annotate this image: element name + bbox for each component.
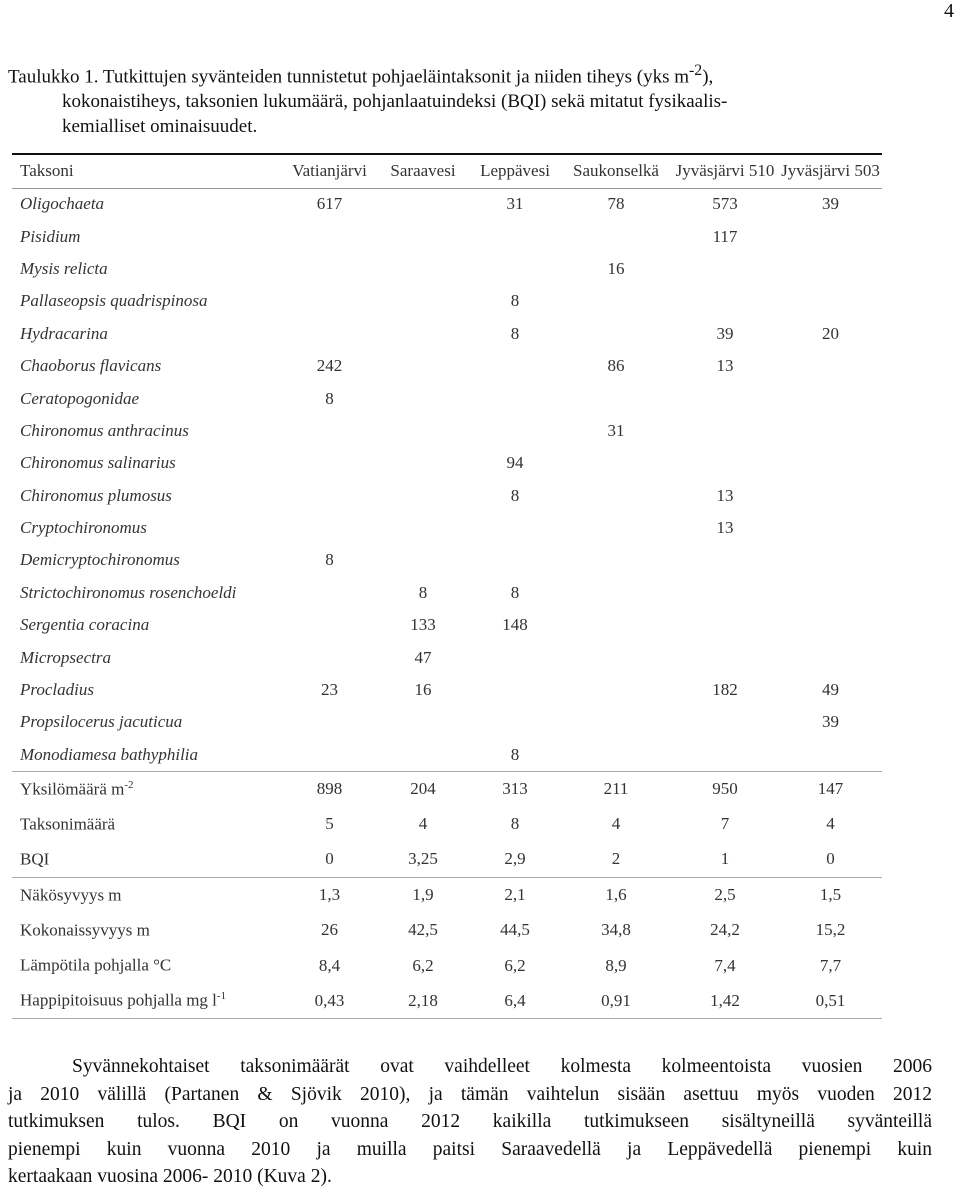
row-label-text: Yksilömäärä m: [20, 779, 125, 799]
body-line: ja 2010 välillä (Partanen & Sjövik 2010), ja tämän vaihtelun sisään asettuu myös vuoden 2012: [8, 1083, 932, 1105]
table-cell: [377, 415, 469, 447]
taxon-name-text: Procladius: [20, 680, 94, 700]
body-line: pienempi kuin vuonna 2010 ja muilla paitsi Saraavedellä ja Leppävedellä pienempi kuin: [8, 1138, 932, 1160]
taxon-row: [12, 447, 882, 479]
table-cell: 13: [716, 518, 734, 538]
table-cell: 39: [822, 194, 839, 214]
table-cell: [779, 447, 882, 479]
table-cell: 3,25: [408, 849, 438, 869]
table-cell: 2,18: [377, 983, 469, 1018]
measurement-row: [12, 983, 882, 1018]
table-cell: [377, 739, 469, 771]
table-cell: [561, 382, 671, 414]
taxon-name-text: Monodiamesa bathyphilia: [20, 744, 199, 764]
taxon-row: [12, 350, 882, 382]
taxon-name: [12, 512, 282, 544]
table-cell: 86: [607, 356, 625, 376]
table-cell: 8: [510, 323, 520, 343]
table-cell: 1: [720, 849, 730, 869]
benthic-taxa-table: [12, 153, 882, 1019]
table-cell: 1,42: [671, 983, 779, 1018]
taxon-name-text: Mysis relicta: [20, 258, 108, 278]
row-label: [12, 806, 282, 841]
taxon-name: [12, 188, 282, 220]
table-cell: [561, 674, 671, 706]
table-cell: 4: [826, 814, 835, 834]
taxon-row: [12, 220, 882, 252]
table-cell: 6,4: [469, 983, 561, 1018]
table-cell: [671, 641, 779, 673]
table-cell: 313: [469, 771, 561, 806]
taxon-row: [12, 188, 882, 220]
table-cell: 2,9: [504, 849, 526, 869]
taxon-name: [12, 382, 282, 414]
table-cell: 8: [510, 814, 520, 834]
table-cell: 8: [325, 550, 334, 570]
taxon-row: [12, 674, 882, 706]
table-cell: 16: [607, 258, 625, 278]
table-cell: [469, 641, 561, 673]
table-cell: [779, 641, 882, 673]
column-header: Saraavesi: [377, 154, 469, 188]
table-cell: 950: [671, 771, 779, 806]
table-cell: [282, 415, 377, 447]
table-cell: [469, 706, 561, 738]
table-cell: [377, 447, 469, 479]
table-cell: 1,5: [779, 877, 882, 912]
table-cell: [561, 512, 671, 544]
table-cell: [671, 544, 779, 576]
taxon-name: [12, 577, 282, 609]
table-cell: 47: [414, 647, 432, 667]
table-cell: 242: [316, 356, 343, 376]
table-cell: 23: [321, 680, 338, 700]
table-cell: [282, 480, 377, 512]
row-label-superscript: -2: [124, 778, 134, 791]
table-cell: 7: [720, 814, 730, 834]
table-cell: [377, 544, 469, 576]
caption-line-1-text: Taulukko 1. Tutkittujen syvänteiden tunnistetut pohjaeläintaksonit ja niiden tiheys (yks m: [8, 66, 690, 88]
table-cell: [671, 447, 779, 479]
table-cell: 26: [321, 920, 338, 940]
table-cell: [671, 285, 779, 317]
taxon-name: [12, 285, 282, 317]
taxon-name: [12, 220, 282, 252]
table-cell: [561, 544, 671, 576]
table-cell: [779, 512, 882, 544]
summary-row: [12, 806, 882, 841]
table-cell: [377, 480, 469, 512]
table-cell: 31: [506, 194, 524, 214]
taxon-name-text: Chironomus salinarius: [20, 453, 176, 473]
column-header: Taksoni: [12, 154, 282, 188]
row-label-text: Lämpötila pohjalla °C: [20, 956, 172, 975]
table-cell: 44,5: [500, 920, 530, 940]
caption-superscript: -2: [689, 62, 703, 79]
table-cell: 24,2: [710, 920, 740, 940]
caption-line-1-end: ),: [702, 66, 714, 88]
table-cell: 204: [377, 771, 469, 806]
table-cell: [282, 706, 377, 738]
table-cell: 8,4: [318, 955, 341, 975]
table-cell: 617: [316, 194, 343, 214]
taxon-row: [12, 318, 882, 350]
taxon-name: [12, 480, 282, 512]
table-cell: [561, 739, 671, 771]
table-cell: [469, 350, 561, 382]
table-cell: 8: [510, 291, 520, 311]
body-line: Syvännekohtaiset taksonimäärät ovat vaihdelleet kolmesta kolmeentoista vuosien 2006: [72, 1056, 932, 1077]
table-header-row: [12, 154, 882, 188]
table-cell: 16: [414, 680, 432, 700]
taxon-row: [12, 739, 882, 771]
taxon-name-text: Chaoborus flavicans: [20, 356, 162, 376]
table-cell: [282, 577, 377, 609]
table-cell: [671, 739, 779, 771]
caption-line-2: kokonaistiheys, taksonien lukumäärä, pohjanlaatuindeksi (BQI) sekä mitatut fysikaalis-: [62, 91, 728, 113]
table-cell: [779, 220, 882, 252]
table-cell: [282, 641, 377, 673]
table-cell: 42,5: [408, 920, 438, 940]
taxon-row: [12, 512, 882, 544]
taxon-name: [12, 641, 282, 673]
row-label: [12, 983, 282, 1018]
table-cell: 7,4: [714, 955, 736, 975]
row-label-text: BQI: [20, 849, 50, 869]
row-label-text: Taksonimäärä: [20, 814, 116, 834]
table-cell: [671, 382, 779, 414]
column-header: Jyväsjärvi 510: [671, 154, 779, 188]
table-cell: 8: [510, 485, 520, 505]
table-cell: [561, 577, 671, 609]
table-cell: [779, 739, 882, 771]
table-cell: 4: [418, 814, 428, 834]
table-cell: 6,2: [504, 955, 526, 975]
taxon-name: [12, 447, 282, 479]
table-cell: [469, 544, 561, 576]
table-cell: [282, 447, 377, 479]
column-header: Vatianjärvi: [282, 154, 377, 188]
taxon-row: [12, 577, 882, 609]
taxon-name-text: Ceratopogonidae: [20, 388, 139, 408]
table-cell: [469, 415, 561, 447]
table-cell: 78: [607, 194, 625, 214]
taxon-name-text: Propsilocerus jacuticua: [20, 712, 183, 732]
table-cell: 2: [611, 849, 621, 869]
row-label: [12, 877, 282, 912]
table-cell: [671, 706, 779, 738]
table-cell: 573: [712, 194, 738, 214]
table-cell: [561, 318, 671, 350]
row-label-superscript: -1: [216, 990, 227, 1003]
table-cell: [469, 382, 561, 414]
table-cell: [377, 706, 469, 738]
table-cell: [377, 220, 469, 252]
column-header: Jyväsjärvi 503: [779, 154, 882, 188]
table-cell: [671, 577, 779, 609]
row-label-text: Happipitoisuus pohjalla mg l: [20, 991, 217, 1011]
taxon-row: [12, 641, 882, 673]
page-number: 4: [944, 0, 954, 22]
table-cell: 7,7: [819, 955, 842, 975]
table-cell: 94: [506, 453, 524, 473]
table-cell: 0: [826, 849, 835, 869]
table-cell: 2,1: [469, 877, 561, 912]
taxon-name-text: Micropsectra: [20, 647, 111, 667]
table-cell: [377, 382, 469, 414]
table-cell: [377, 318, 469, 350]
row-label: [12, 948, 282, 983]
table-cell: [377, 285, 469, 317]
table-cell: 0,43: [282, 983, 377, 1018]
taxon-name-text: Sergentia coracina: [20, 615, 150, 635]
taxon-name: [12, 739, 282, 771]
taxon-name-text: Pisidium: [20, 226, 81, 246]
table-cell: [561, 480, 671, 512]
table-cell: 898: [282, 771, 377, 806]
table-cell: [561, 706, 671, 738]
taxon-name: [12, 674, 282, 706]
table-cell: 1,9: [377, 877, 469, 912]
table-cell: [377, 188, 469, 220]
row-label-text: Näkösyvyys m: [20, 885, 122, 905]
table-cell: [469, 253, 561, 285]
row-label: [12, 913, 282, 948]
table-cell: [282, 609, 377, 641]
table-cell: [779, 415, 882, 447]
taxon-row: [12, 706, 882, 738]
taxon-name: [12, 253, 282, 285]
table-cell: 0,51: [779, 983, 882, 1018]
column-header: Saukonselkä: [561, 154, 671, 188]
measurement-row: [12, 948, 882, 983]
table-body: [12, 188, 882, 1019]
taxon-name-text: Cryptochironomus: [20, 518, 147, 538]
table-cell: 147: [779, 771, 882, 806]
summary-row: [12, 842, 882, 877]
taxon-name: [12, 706, 282, 738]
body-line: tutkimuksen tulos. BQI on vuonna 2012 kaikilla tutkimukseen sisältyneillä syvänteillä: [8, 1111, 932, 1133]
table-cell: 20: [822, 323, 839, 343]
taxon-row: [12, 253, 882, 285]
table-cell: 13: [716, 356, 734, 376]
table-cell: 117: [712, 226, 738, 246]
table-cell: [779, 609, 882, 641]
body-line: kertaakaan vuosina 2006- 2010 (Kuva 2).: [8, 1166, 332, 1188]
taxon-row: [12, 544, 882, 576]
table-cell: [282, 739, 377, 771]
taxon-row: [12, 285, 882, 317]
table-cell: [779, 253, 882, 285]
taxon-name: [12, 350, 282, 382]
table-cell: 8: [325, 388, 334, 408]
taxon-name-text: Chironomus anthracinus: [20, 420, 189, 440]
table-cell: 211: [561, 771, 671, 806]
table-cell: 8: [510, 744, 520, 764]
table-cell: 13: [716, 485, 734, 505]
table-cell: 4: [611, 814, 621, 834]
taxon-row: [12, 609, 882, 641]
table-cell: [282, 318, 377, 350]
table-cell: 49: [822, 680, 839, 700]
table-cell: [779, 544, 882, 576]
table-cell: [561, 447, 671, 479]
table-cell: 1,6: [561, 877, 671, 912]
taxon-name-text: Demicryptochironomus: [20, 550, 180, 570]
table-cell: 0: [325, 849, 334, 869]
taxon-name: [12, 318, 282, 350]
table-cell: [469, 674, 561, 706]
taxon-name-text: Pallaseopsis quadrispinosa: [20, 291, 208, 311]
column-header: Leppävesi: [469, 154, 561, 188]
measurement-row: [12, 877, 882, 912]
taxon-name-text: Oligochaeta: [20, 194, 105, 214]
taxon-name: [12, 415, 282, 447]
table-cell: [561, 220, 671, 252]
table-cell: [282, 253, 377, 285]
table-cell: [561, 609, 671, 641]
table-cell: [671, 609, 779, 641]
table-cell: 2,5: [671, 877, 779, 912]
table-cell: 0,91: [561, 983, 671, 1018]
body-paragraph: [8, 1053, 932, 1191]
table-cell: 15,2: [815, 920, 846, 940]
table-cell: 39: [716, 323, 734, 343]
taxon-row: [12, 480, 882, 512]
table-cell: 31: [607, 420, 625, 440]
row-label: [12, 842, 282, 877]
table-cell: [561, 641, 671, 673]
measurement-row: [12, 913, 882, 948]
table-cell: [779, 285, 882, 317]
table-cell: 39: [822, 712, 839, 732]
table-cell: [779, 480, 882, 512]
table-cell: [377, 512, 469, 544]
table-cell: 8: [510, 582, 520, 602]
row-label: [12, 771, 282, 806]
table-cell: [282, 512, 377, 544]
caption-line-1: [8, 58, 943, 89]
taxon-name-text: Strictochironomus rosenchoeldi: [20, 582, 237, 602]
caption-line-3: kemialliset ominaisuudet.: [62, 116, 258, 138]
taxon-name-text: Chironomus plumosus: [20, 485, 172, 505]
table-cell: [779, 577, 882, 609]
table-cell: [377, 350, 469, 382]
table-caption: [8, 58, 943, 139]
table-cell: 182: [712, 680, 738, 700]
table-cell: 34,8: [601, 920, 631, 940]
table-cell: [282, 220, 377, 252]
taxon-row: [12, 415, 882, 447]
taxon-name-text: Hydracarina: [20, 323, 108, 343]
table-cell: [671, 415, 779, 447]
table-cell: [561, 285, 671, 317]
table-cell: [779, 350, 882, 382]
table-cell: [671, 253, 779, 285]
table-cell: 1,3: [282, 877, 377, 912]
table-cell: 5: [325, 814, 334, 834]
table-cell: 8,9: [605, 955, 627, 975]
table-cell: 148: [502, 615, 528, 635]
taxon-name: [12, 609, 282, 641]
table-cell: 8: [418, 582, 428, 602]
table-cell: [469, 220, 561, 252]
table-cell: [282, 285, 377, 317]
table-cell: [377, 253, 469, 285]
table-cell: 133: [410, 615, 436, 635]
table-cell: [469, 512, 561, 544]
summary-row: [12, 771, 882, 806]
table-cell: 6,2: [412, 955, 434, 975]
taxon-row: [12, 382, 882, 414]
table-cell: [779, 382, 882, 414]
taxon-name: [12, 544, 282, 576]
row-label-text: Kokonaissyvyys m: [20, 920, 150, 940]
